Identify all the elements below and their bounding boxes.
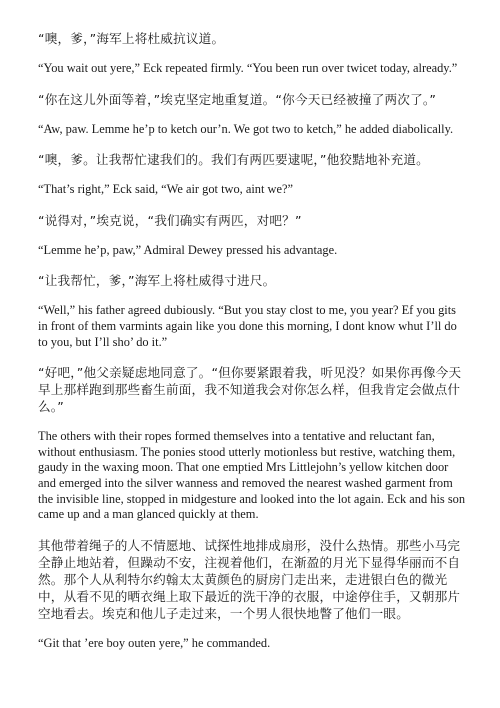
paragraph-zh: 其他带着绳子的人不情愿地、试探性地排成扇形，没什么热情。那些小马完全静止地站着，但躁动不安，注视着他们，在渐盈的月光下显得华丽而不自然。那个人从利特尔约翰太太黄颜色的厨房门走出来，走进银白色的微光中，从看不见的晒衣绳上取下最近的洗干净的衣服，中途停住手，又朝那片空地看去。埃克和他儿子走过来，一个男人很快地瞥了他们一眼。 bbox=[38, 537, 461, 621]
paragraph-zh: “说得对，”埃克说，“我们确实有两匹，对吧？” bbox=[38, 212, 302, 228]
document-page bbox=[38, 30, 468, 665]
paragraph-en: “That’s right,” Eck said, “We air got two, aint we?” bbox=[38, 182, 293, 197]
paragraph-en: “Lemme he’p, paw,” Admiral Dewey pressed his advantage. bbox=[38, 242, 338, 257]
paragraph-zh: “噢，爹。让我帮忙逮我们的。我们有两匹要逮呢，”他狡黠地补充道。 bbox=[38, 152, 429, 168]
paragraph-zh: “噢，爹，”海军上将杜威抗议道。 bbox=[38, 31, 225, 46]
paragraph-zh: “让我帮忙，爹，”海军上将杜威得寸进尺。 bbox=[38, 273, 276, 289]
paragraph-en: “Well,” his father agreed dubiously. “But you stay clost to me, you year? Ef you gits in front of them varmints again like you done this morning, I dont know whut I’ll do to you, but I’ll sho’ do it.” bbox=[38, 303, 457, 349]
paragraph-en: The others with their ropes formed themselves into a tentative and reluctant fan, without enthusiasm. The ponies stood utterly motionless but restive, watching them, gaudy in the waxing moon. That one emptied Mrs Littlejohn’s yellow kitchen door and emerged into the silver wanness and removed the nearest washed garment from the invisible line, stopped in midgesture and looked into the lot again. Eck and his son came up and a man glanced quickly at them. bbox=[38, 429, 466, 522]
paragraph-en: “Git that ’ere boy outen yere,” he commanded. bbox=[38, 635, 271, 650]
paragraph-zh: “好吧，”他父亲疑虑地同意了。“但你要紧跟着我，听见没？如果你再像今天早上那样跑到那些畜生前面，我不知道我会对你怎么样，但我肯定会做点什么。” bbox=[38, 365, 462, 415]
paragraph-en: “Aw, paw. Lemme he’p to ketch our’n. We got two to ketch,” he added diabolically. bbox=[38, 121, 454, 136]
paragraph-en: “You wait out yere,” Eck repeated firmly. “You been run over twicet today, already.” bbox=[38, 61, 458, 75]
paragraph-zh: “你在这儿外面等着，”埃克坚定地重复道。“你今天已经被撞了两次了。” bbox=[38, 91, 437, 107]
